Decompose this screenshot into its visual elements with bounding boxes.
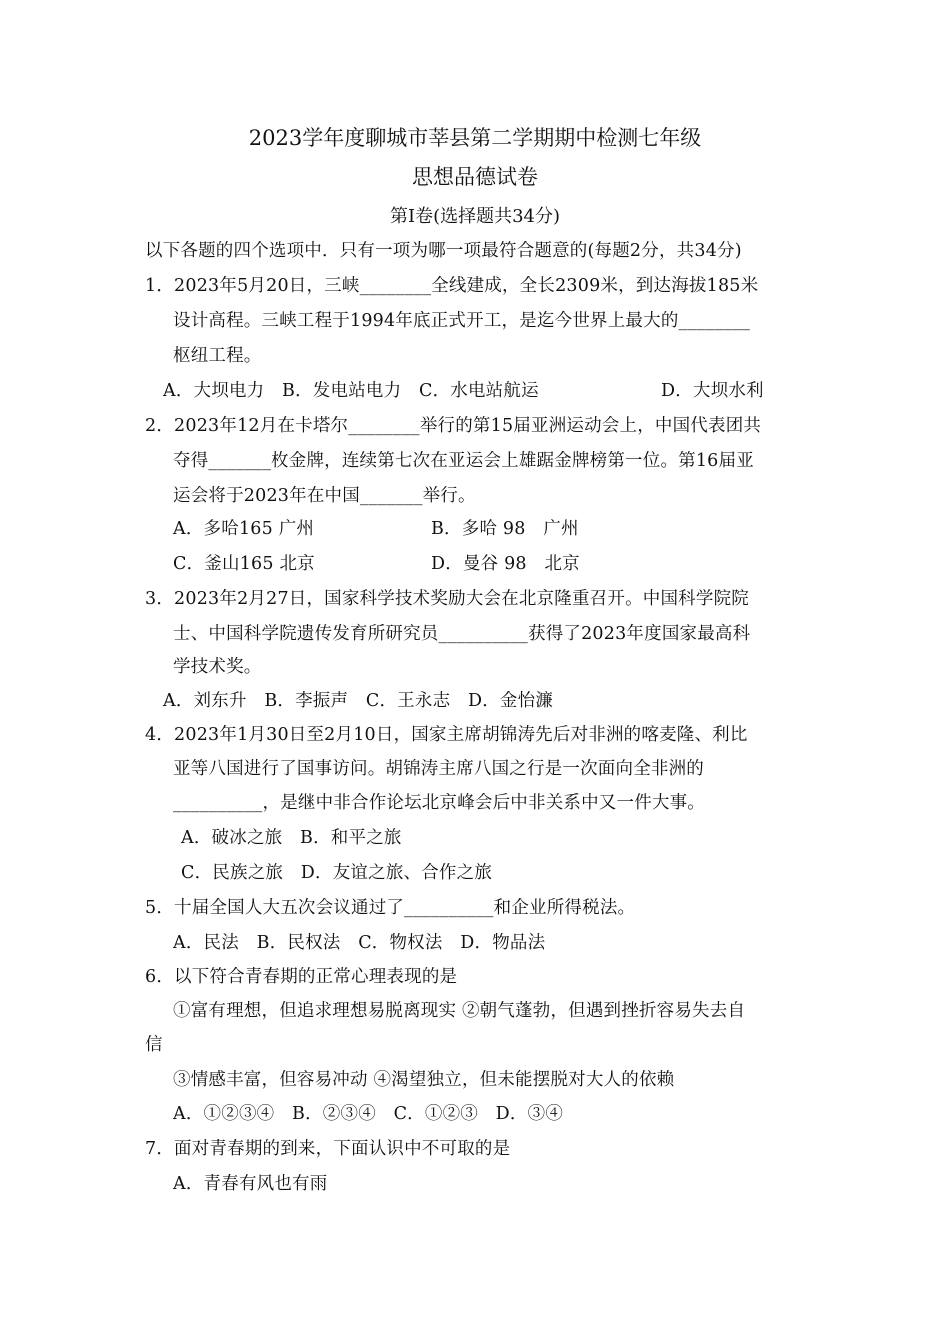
q1-option-d: D．大坝水利: [661, 381, 764, 401]
q1-options: A．大坝电力 B．发电站电力 C．水电站航运: [163, 381, 539, 401]
section-heading: 第Ⅰ卷(选择题共34分): [389, 206, 561, 227]
q6-statement-wrap: 信: [145, 1035, 163, 1055]
q4-stem-line3: __________，是继中非合作论坛北京峰会后中非关系中又一件大事。: [173, 793, 705, 813]
q7-stem: 7．面对青春期的到来，下面认识中不可取的是: [145, 1139, 511, 1159]
q2-stem-line2: 夺得_______枚金牌，连续第七次在亚运会上雄踞金牌榜第一位。第16届亚: [173, 451, 754, 471]
q6-options: A．①②③④ B．②③④ C．①②③ D．③④: [173, 1104, 564, 1124]
q1-stem-line1: 1．2023年5月20日，三峡________全线建成，全长2309米，到达海拔185米: [145, 276, 759, 296]
q2-option-a: A．多哈165 广州: [173, 519, 315, 539]
q2-option-c: C．釜山165 北京: [173, 554, 315, 574]
q6-statement-line2: ③情感丰富，但容易冲动 ④渴望独立，但未能摆脱对大人的依赖: [173, 1070, 675, 1090]
q4-stem-line1: 4．2023年1月30日至2月10日，国家主席胡锦涛先后对非洲的喀麦隆、利比: [145, 725, 748, 745]
q1-stem-line3: 枢纽工程。: [173, 346, 262, 366]
q1-stem-line2: 设计高程。三峡工程于1994年底正式开工，是迄今世界上最大的________: [173, 311, 751, 331]
q6-statement-line1: ①富有理想，但追求理想易脱离现实 ②朝气蓬勃，但遇到挫折容易失去自: [173, 1001, 746, 1021]
q5-options: A．民法 B．民权法 C．物权法 D．物品法: [173, 933, 546, 953]
instruction-text: 以下各题的四个选项中．只有一项为哪一项最符合题意的(每题2分，共34分): [145, 241, 742, 261]
q2-stem-line3: 运会将于2023年在中国_______举行。: [173, 486, 476, 506]
q2-stem-line1: 2．2023年12月在卡塔尔________举行的第15届亚洲运动会上，中国代表团共: [145, 416, 762, 436]
q3-stem-line1: 3．2023年2月27日，国家科学技术奖励大会在北京隆重召开。中国科学院院: [145, 589, 749, 609]
exam-title: 2023学年度聊城市莘县第二学期期中检测七年级: [248, 126, 702, 150]
q5-stem: 5．十届全国人大五次会议通过了__________和企业所得税法。: [145, 898, 636, 918]
q4-options-row1: A．破冰之旅 B．和平之旅: [181, 828, 402, 848]
q3-options: A．刘东升 B．李振声 C．王永志 D．金怡濂: [163, 691, 554, 711]
q4-stem-line2: 亚等八国进行了国事访问。胡锦涛主席八国之行是一次面向全非洲的: [173, 759, 704, 779]
q2-option-b: B．多哈 98 广州: [431, 519, 579, 539]
q3-stem-line2: 士、中国科学院遗传发育所研究员__________获得了2023年度国家最高科: [173, 624, 751, 644]
q6-stem: 6．以下符合青春期的正常心理表现的是: [145, 967, 458, 987]
q3-stem-line3: 学技术奖。: [173, 657, 262, 677]
q4-options-row2: C．民族之旅 D．友谊之旅、合作之旅: [181, 863, 493, 883]
q2-option-d: D．曼谷 98 北京: [431, 554, 580, 574]
exam-subtitle: 思想品德试卷: [412, 165, 538, 189]
q7-option-a: A．青春有风也有雨: [173, 1174, 328, 1194]
